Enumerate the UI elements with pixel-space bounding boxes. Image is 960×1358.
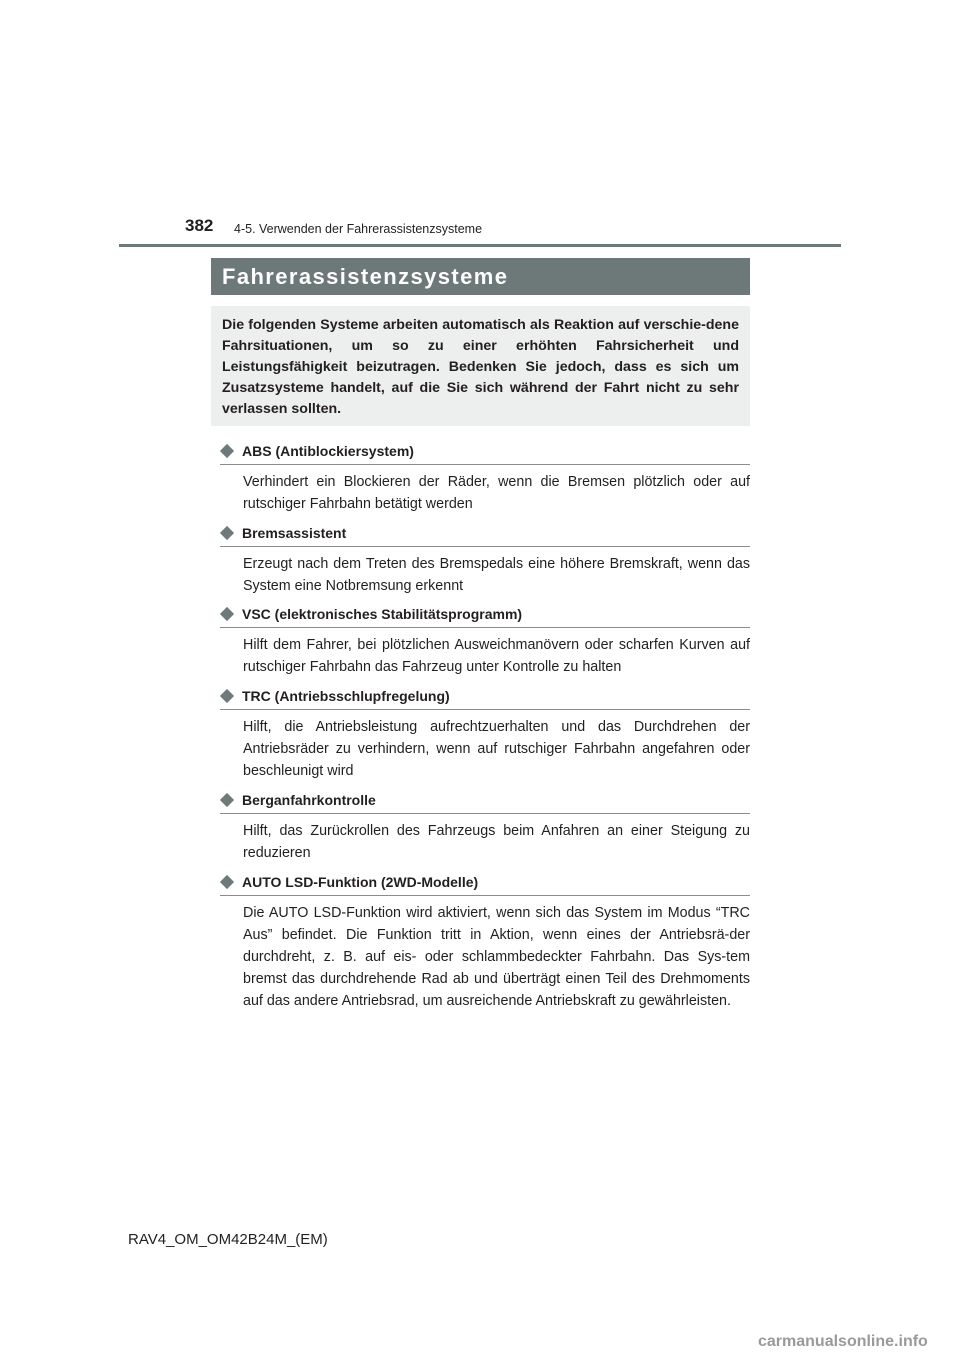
feature-description: Erzeugt nach dem Treten des Bremspedals eine höhere Bremskraft, wenn das System eine Notbremsung erkennt bbox=[243, 556, 750, 594]
diamond-bullet-icon bbox=[220, 689, 234, 703]
feature-heading bbox=[220, 443, 750, 465]
intro-box bbox=[211, 306, 750, 426]
feature-heading bbox=[220, 874, 750, 896]
feature-title: Berganfahrkontrolle bbox=[242, 792, 376, 808]
diamond-bullet-icon bbox=[220, 607, 234, 621]
feature-brake-assist bbox=[220, 525, 750, 597]
feature-description: Hilft, die Antriebsleistung aufrechtzuerhalten und das Durchdrehen der Antriebsräder zu verhindern, wenn auf rutschiger Fahrbahn angefahren oder beschleunigt wird bbox=[243, 719, 750, 779]
feature-description: Verhindert ein Blockieren der Räder, wenn die Bremsen plötzlich oder auf rutschiger Fahrbahn betätigt werden bbox=[243, 474, 750, 512]
feature-heading bbox=[220, 792, 750, 814]
section-breadcrumb: 4-5. Verwenden der Fahrerassistenzsysteme bbox=[234, 222, 483, 236]
feature-title: VSC (elektronisches Stabilitätsprogramm) bbox=[242, 606, 523, 622]
feature-description: Hilft, das Zurückrollen des Fahrzeugs beim Anfahren an einer Steigung zu reduzieren bbox=[243, 823, 750, 861]
feature-description: Hilft dem Fahrer, bei plötzlichen Ausweichmanövern oder scharfen Kurven auf rutschiger Fahrbahn das Fahrzeug unter Kontrolle zu halten bbox=[243, 637, 750, 675]
watermark: carmanualsonline.info bbox=[758, 1333, 928, 1350]
feature-title: AUTO LSD-Funktion (2WD-Modelle) bbox=[242, 874, 479, 890]
page-title-bar bbox=[211, 258, 750, 295]
feature-heading bbox=[220, 688, 750, 710]
diamond-bullet-icon bbox=[220, 875, 234, 889]
feature-title: ABS (Antiblockiersystem) bbox=[242, 443, 414, 459]
feature-description: Die AUTO LSD-Funktion wird aktiviert, wenn sich das System im Modus “TRC Aus” befindet. Die Funktion tritt in Aktion, wenn eines der Antriebsrä-der durchdreht, z. B. auf eis- oder schlammbedeckter Fahrbahn. Das Sys-tem bremst das durchdrehende Rad ab und überträgt einen Teil des Drehmoments auf das andere Antriebsrad, um ausreichende Antriebskraft zu gewährleisten. bbox=[243, 905, 750, 1009]
feature-heading bbox=[220, 606, 750, 628]
diamond-bullet-icon bbox=[220, 444, 234, 458]
page-number: 382 bbox=[185, 216, 214, 235]
diamond-bullet-icon bbox=[220, 526, 234, 540]
feature-trc bbox=[220, 688, 750, 782]
feature-hill-start bbox=[220, 792, 750, 864]
page-title: Fahrerassistenzsysteme bbox=[222, 264, 509, 289]
document-code-footer: RAV4_OM_OM42B24M_(EM) bbox=[128, 1231, 328, 1248]
feature-title: TRC (Antriebsschlupfregelung) bbox=[242, 688, 450, 704]
header-divider bbox=[119, 244, 841, 247]
intro-text: Die folgenden Systeme arbeiten automatisch als Reaktion auf verschie-dene Fahrsituationen, um so zu einer erhöhten Fahrsicherheit und Leistungsfähigkeit beizutragen. Bedenken Sie jedoch, dass es sich um Zusatzsysteme handelt, auf die Sie sich während der Fahrt nicht zu sehr verlassen sollten. bbox=[222, 317, 739, 417]
feature-title: Bremsassistent bbox=[242, 525, 347, 541]
feature-auto-lsd bbox=[220, 874, 750, 1012]
diamond-bullet-icon bbox=[220, 793, 234, 807]
feature-abs bbox=[220, 443, 750, 515]
feature-heading bbox=[220, 525, 750, 547]
feature-vsc bbox=[220, 606, 750, 678]
